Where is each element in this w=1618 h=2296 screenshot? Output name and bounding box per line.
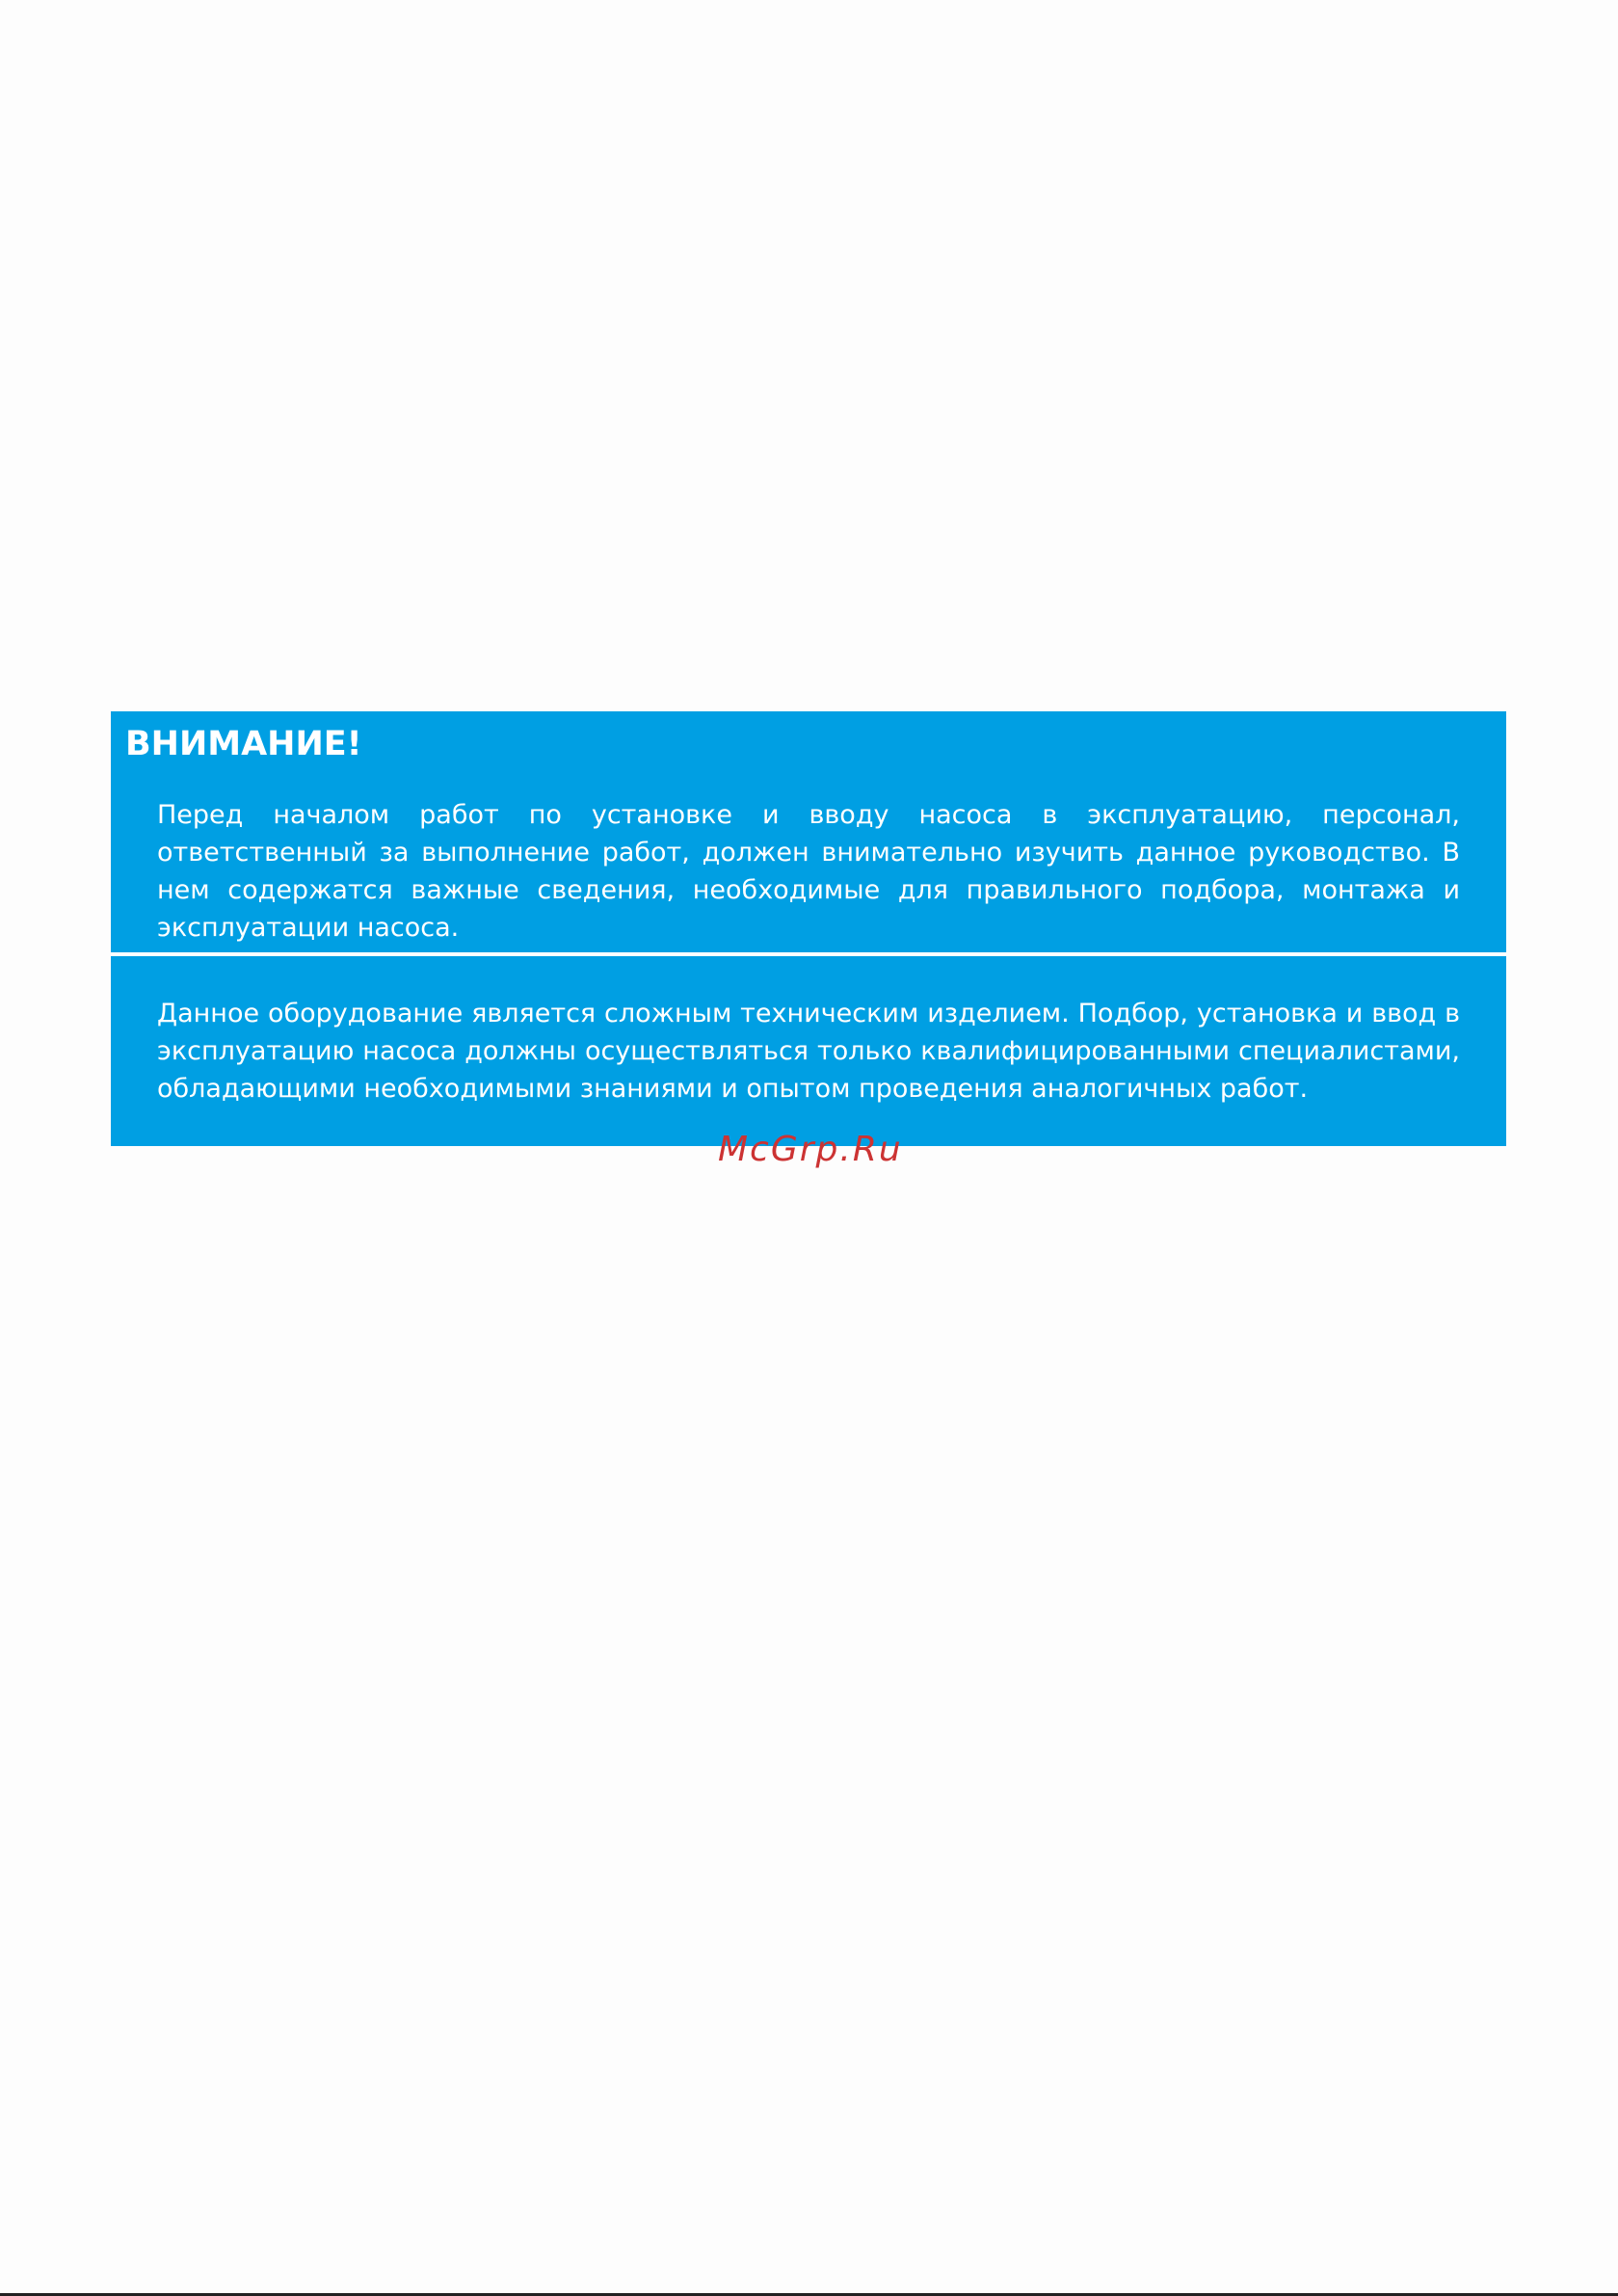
- warning-notice-top-section: [111, 711, 1506, 952]
- watermark: McGrp.Ru: [718, 1130, 903, 1169]
- warning-paragraph-qualified-staff: Данное оборудование является сложным техническим изделием. Подбор, установка и ввод в эксплуатацию насоса должны осуществляться только квалифицированными специалистами, обладающими необходимыми знаниями и опытом проведения аналогичных работ.: [157, 999, 1460, 1104]
- warning-title: ВНИМАНИЕ!: [125, 725, 362, 763]
- warning-notice-box: [111, 711, 1506, 1146]
- warning-notice-bottom-section: [111, 956, 1506, 1146]
- warning-paragraph-read-manual: Перед началом работ по установке и вводу насоса в эксплуатацию, персонал, ответственный за выполнение работ, должен внимательно изучить данное руководство. В нем содержатся важные сведения, необходимые для правильного подбора, монтажа и эксплуатации насоса.: [157, 800, 1460, 943]
